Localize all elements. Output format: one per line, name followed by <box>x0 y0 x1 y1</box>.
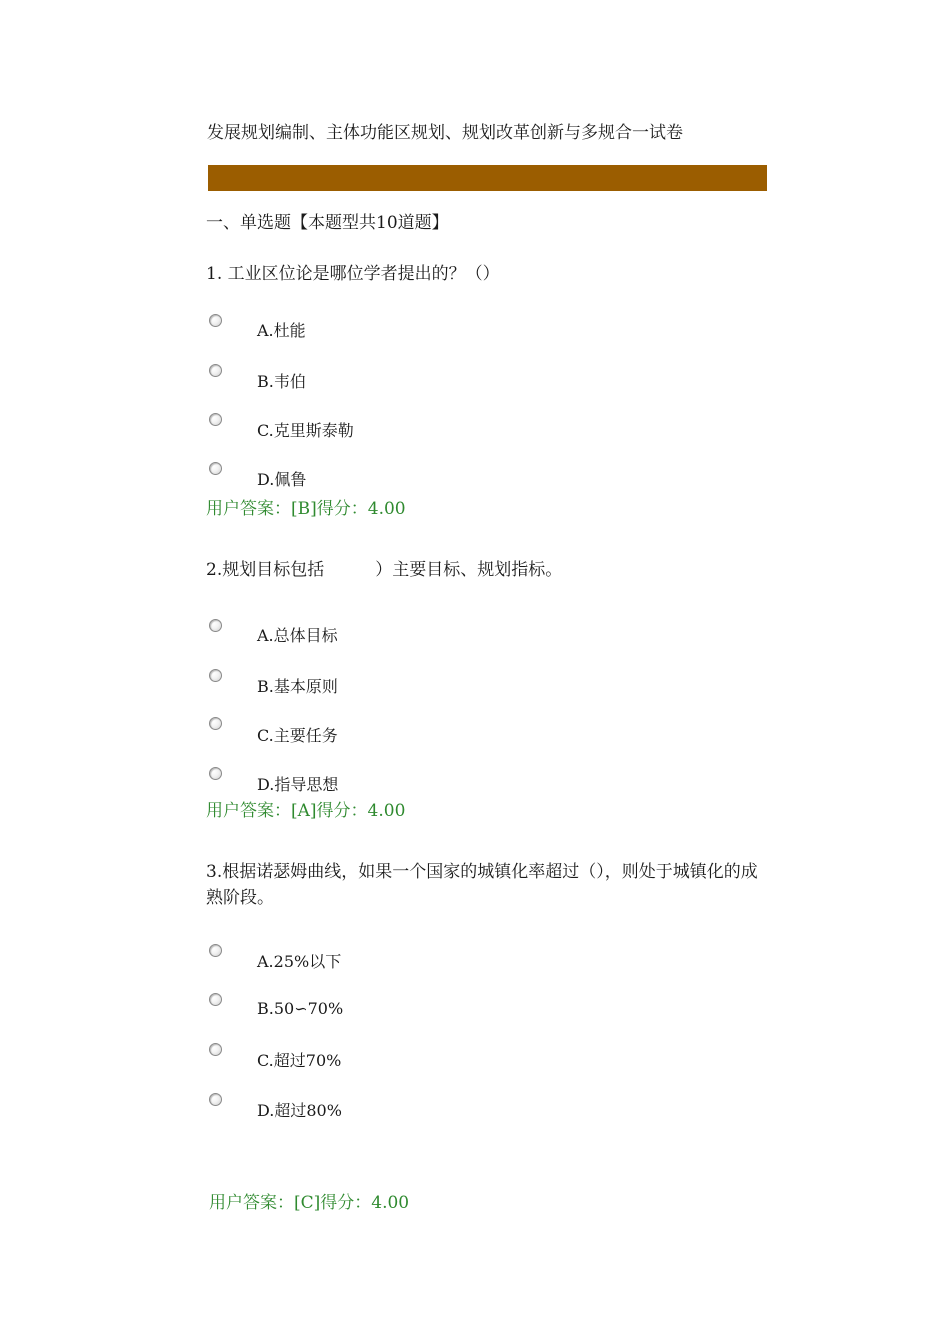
option-q3-d: D.超过80% <box>257 1101 342 1120</box>
radio-q3-b[interactable] <box>209 993 222 1006</box>
radio-q1-a[interactable] <box>209 314 222 327</box>
option-q1-a: A.杜能 <box>257 321 306 340</box>
option-q1-b: B.韦伯 <box>257 372 306 391</box>
option-q2-a: A.总体目标 <box>257 626 338 645</box>
user-answer-q2: 用户答案：[A]得分：4.00 <box>206 801 406 821</box>
option-q2-b: B.基本原则 <box>257 677 338 696</box>
radio-q3-d[interactable] <box>209 1093 222 1106</box>
option-q1-c: C.克里斯泰勒 <box>257 421 354 440</box>
user-answer-q1: 用户答案：[B]得分：4.00 <box>206 499 406 519</box>
question-2-text: 2.规划目标包括 ）主要目标、规划指标。 <box>206 560 563 580</box>
radio-q2-b[interactable] <box>209 669 222 682</box>
header-bar <box>208 165 767 191</box>
radio-q1-d[interactable] <box>209 462 222 475</box>
option-q2-d: D.指导思想 <box>257 775 339 794</box>
radio-q1-b[interactable] <box>209 364 222 377</box>
radio-q1-c[interactable] <box>209 413 222 426</box>
question-1-text: 1. 工业区位论是哪位学者提出的？（） <box>206 264 500 284</box>
option-q1-d: D.佩鲁 <box>257 470 307 489</box>
option-q3-a: A.25%以下 <box>257 952 342 971</box>
radio-q2-a[interactable] <box>209 619 222 632</box>
radio-q2-d[interactable] <box>209 767 222 780</box>
option-q3-c: C.超过70% <box>257 1051 342 1070</box>
option-q2-c: C.主要任务 <box>257 726 338 745</box>
radio-q3-c[interactable] <box>209 1043 222 1056</box>
option-q3-b: B.50∽70% <box>257 999 344 1018</box>
section-heading: 一、单选题【本题型共10道题】 <box>206 213 449 233</box>
user-answer-q3: 用户答案：[C]得分：4.00 <box>209 1193 410 1213</box>
radio-q3-a[interactable] <box>209 944 222 957</box>
radio-q2-c[interactable] <box>209 717 222 730</box>
question-3-text: 3.根据诺瑟姆曲线，如果一个国家的城镇化率超过（），则处于城镇化的成熟阶段。 <box>206 862 758 908</box>
page-title: 发展规划编制、主体功能区规划、规划改革创新与多规合一试卷 <box>207 123 683 143</box>
